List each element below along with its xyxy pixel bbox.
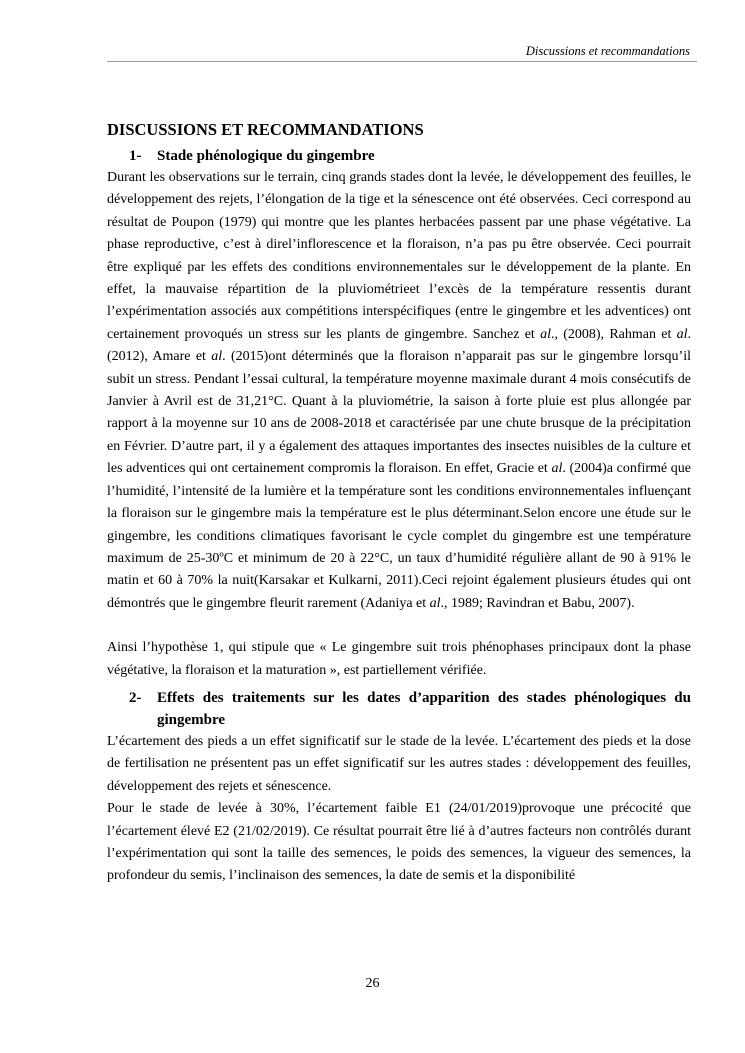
italic-text: al — [429, 595, 441, 611]
section-heading-1 — [107, 145, 691, 167]
text-run: ., 1989; Ravindran et Babu, 2007). — [440, 595, 635, 611]
section-number: 1- — [129, 148, 142, 164]
paragraph: Ainsi l’hypothèse 1, qui stipule que « Le gingembre suit trois phénophases principaux dont la phase végétative, la floraison et la maturation », est partiellement vérifiée. — [107, 640, 691, 678]
paragraph — [107, 167, 691, 615]
running-header: Discussions et recommandations — [525, 44, 690, 58]
section-heading-2 — [107, 687, 691, 731]
italic-text: al — [540, 326, 551, 342]
text-run: . (2012), Amare et — [107, 326, 692, 365]
paragraph: Pour le stade de levée à 30%, l’écartement faible E1 (24/01/2019)provoque une précocité que l’écartement élevé E2 (21/02/2019). Ce résultat pourrait être lié à d’autres facteurs non contrôlés durant l’expérimentation qui sont la taille des semences, le poids des semences, la vigueur des semences, la profondeur du semis, l’inclinaison des semences, la date de semis et la disponibilité — [107, 801, 691, 884]
text-run: Durant les observations sur le terrain, cinq grands stades dont la levée, le développement des feuilles, le développement des rejets, l’élongation de la tige et la sénescence ont été observées. Ceci correspond au résultat de Poupon (1979) qui montre que les plantes herbacées passent par une phase végétative. La phase reproductive, c’est à direl’inflorescence et la floraison, n’a pas pu être observée. Ceci pourrait être expliqué par les effets des conditions environnementales sur le développement de la plante. En effet, la mauvaise répartition de la pluviométrieet l’excès de la température ressentis durant l’expérimentation associés aux compétitions interspécifiques (entre le gingembre et les adventices) ont certainement provoqués un stress sur les plants de gingembre. Sanchez et — [107, 170, 691, 342]
italic-text: al — [676, 326, 688, 342]
text-run: . (2004)a confirmé que l’humidité, l’intensité de la lumière et la température sont les conditions environnementales influençant la floraison sur le gingembre mais la température est le plus déterminant.Selon encore une étude sur le gingembre, les conditions climatiques favorisant le cycle complet du gingembre est une température maximum de 25-30ºC et minimum de 20 à 22°C, un taux d’humidité régulière allant de 90 à 91% le matin et 60 à 70% la nuit(Karsakar et Kulkarni, 2011).Ceci rejoint également plusieurs études qui ont démontrés que le gingembre fleurit rarement (Adaniya et — [107, 461, 691, 611]
italic-text: al — [211, 349, 223, 365]
section-title: Stade phénologique du gingembre — [157, 148, 375, 164]
section-title: Effets des traitements sur les dates d’apparition des stades phénologiques du gingembre — [157, 689, 691, 728]
header-rule — [107, 61, 697, 62]
text-run: . (2015)ont déterminés que la floraison n’apparait pas sur le gingembre lorsqu’il subit un stress. Pendant l’essai cultural, la température moyenne maximale durant 4 mois consécutifs de Janvier à Avril est de 31,21°C. Quant à la pluviométrie, la saison à forte pluie est plus allongée par rapport à la moyenne sur 10 ans de 2008-2018 et caractérisée par une chute brusque de la précipitation en Février. D’autre part, il y a également des attaques importantes des insectes nuisibles de la culture et les adventices qui ont certainement compromis la floraison. En effet, Gracie et — [107, 349, 692, 477]
italic-text: al — [551, 461, 563, 477]
paragraph-spacer — [107, 615, 691, 637]
text-run: ., (2008), Rahman et — [550, 326, 677, 342]
section-number: 2- — [129, 689, 142, 706]
chapter-title: DISCUSSIONS ET RECOMMANDATIONS — [107, 120, 424, 139]
page-number: 26 — [365, 976, 380, 991]
page-body — [107, 119, 691, 888]
paragraph: L’écartement des pieds a un effet significatif sur le stade de la levée. L’écartement des pieds et la dose de fertilisation ne présentent pas un effet significatif sur les autres stades : développement des feuilles, développement des rejets et sénescence. — [107, 733, 691, 794]
